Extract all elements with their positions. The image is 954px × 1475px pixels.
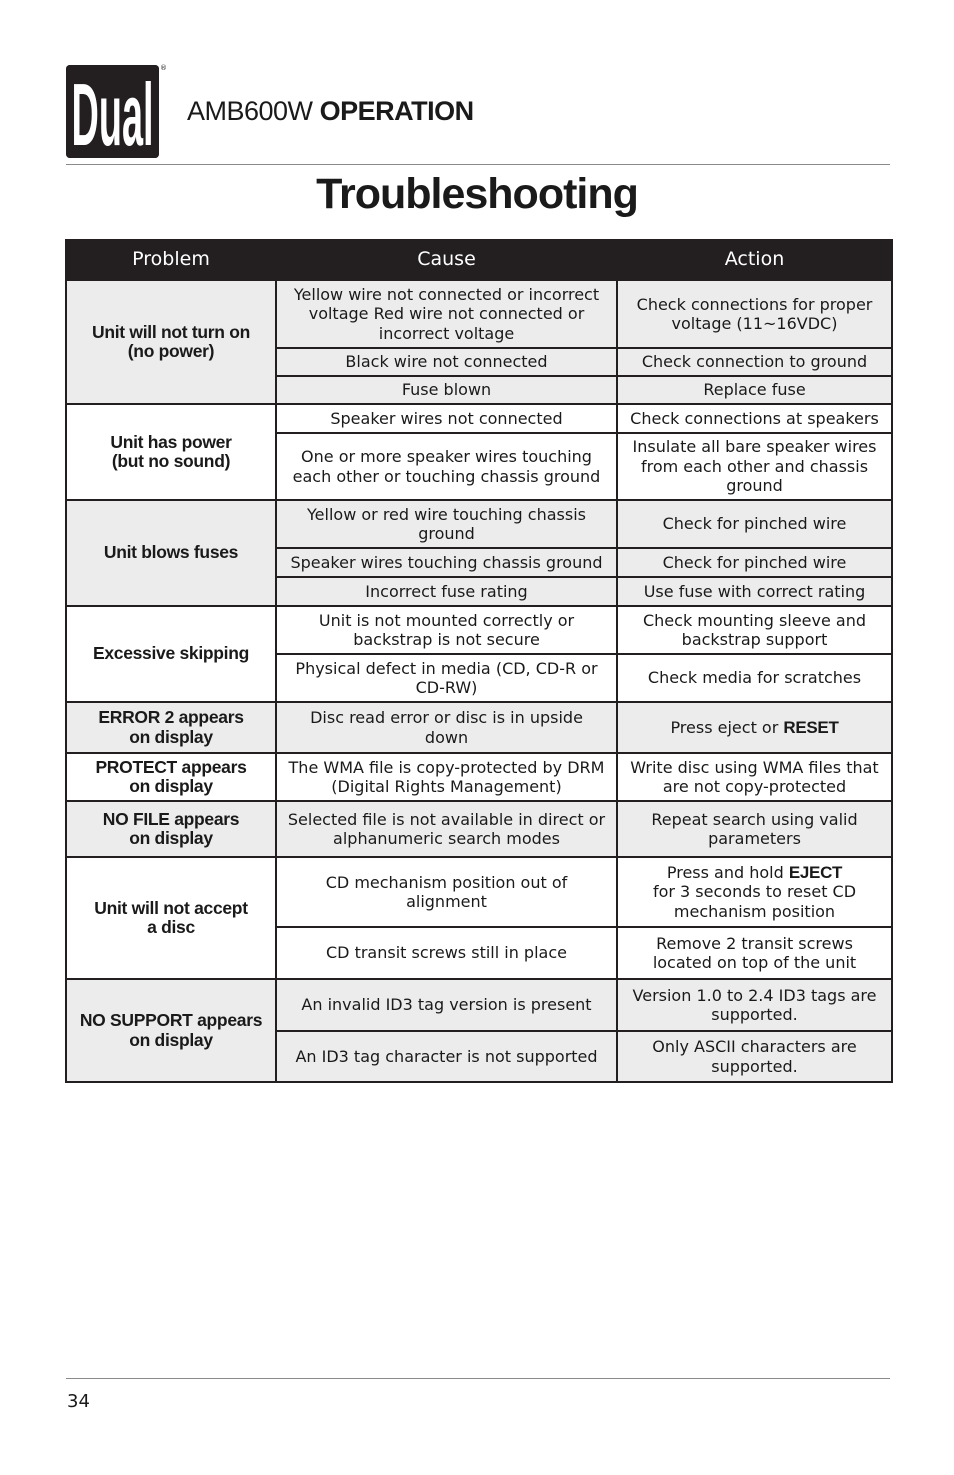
column-header-action: Action: [617, 240, 892, 280]
column-header-problem: Problem: [66, 240, 276, 280]
problem-line: NO SUPPORT appears: [79, 1010, 263, 1030]
action-line: are not copy-protected: [662, 777, 847, 796]
action-cell: [617, 606, 892, 654]
cause-cell: [276, 348, 617, 376]
cause-line: An ID3 tag character is not supported: [295, 1046, 598, 1066]
problem-cell: [66, 606, 276, 702]
cause-line: (Digital Rights Management): [331, 777, 562, 796]
action-line: Remove 2 transit screws: [656, 933, 853, 953]
keyword-reset: RESET: [783, 717, 839, 737]
action-cell: [617, 702, 892, 753]
cause-line: CD mechanism position out of: [325, 872, 568, 892]
action-line: Check connections for proper: [636, 294, 873, 314]
action-cell: [617, 654, 892, 702]
action-line: ground: [726, 476, 783, 496]
cause-line: One or more speaker wires touching: [301, 447, 592, 466]
action-line: Check connection to ground: [641, 352, 868, 372]
keyword-eject: EJECT: [788, 862, 843, 882]
problem-line: Excessive skipping: [92, 643, 250, 664]
problem-line: PROTECT appears: [95, 756, 247, 777]
column-header-cause: Cause: [276, 240, 617, 280]
cause-line: An invalid ID3 tag version is present: [301, 995, 592, 1015]
cause-cell: [276, 280, 617, 348]
cause-cell: [276, 654, 617, 702]
action-line: Use fuse with correct rating: [643, 581, 866, 601]
action-line: Press and hold: [666, 862, 789, 882]
action-line: Check mounting sleeve and: [642, 610, 867, 630]
section-title: [187, 95, 474, 127]
action-line: Press eject or: [670, 717, 784, 737]
cause-cell: [276, 857, 617, 927]
table-row: [66, 606, 892, 654]
cause-cell: [276, 433, 617, 500]
registered-mark: ®: [160, 64, 167, 72]
model-name: AMB600W: [187, 96, 313, 126]
cause-line: Disc read error or disc is in upside: [310, 708, 583, 727]
problem-cell: [66, 280, 276, 404]
action-cell: [617, 801, 892, 857]
cause-line: alphanumeric search modes: [333, 829, 560, 848]
operation-label: OPERATION: [319, 96, 474, 126]
action-line: Only ASCII characters are: [652, 1037, 857, 1056]
action-line: Check for pinched wire: [662, 552, 847, 572]
action-cell: [617, 927, 892, 979]
problem-line: NO FILE appears: [102, 808, 240, 829]
problem-line: (but no sound): [111, 451, 231, 471]
action-cell: [617, 280, 892, 348]
action-line: Replace fuse: [703, 380, 806, 400]
cause-line: backstrap is not secure: [353, 630, 540, 649]
problem-line: on display: [129, 726, 213, 747]
cause-cell: [276, 548, 617, 577]
cause-cell: [276, 404, 617, 433]
cause-line: Yellow wire not connected or incorrect: [293, 284, 600, 304]
problem-line: on display: [129, 776, 213, 796]
problem-line: on display: [129, 828, 213, 848]
action-line: Insulate all bare speaker wires: [632, 437, 877, 457]
action-cell: [617, 753, 892, 801]
page-title: Troubleshooting: [316, 170, 638, 218]
action-line: Repeat search using valid: [651, 809, 858, 829]
problem-line: Unit will not turn on: [92, 321, 250, 342]
problem-line: a disc: [147, 917, 195, 937]
cause-cell: [276, 577, 617, 606]
problem-line: ERROR 2 appears: [98, 707, 244, 727]
action-cell: [617, 404, 892, 433]
table-row: [66, 801, 892, 857]
problem-line: on display: [129, 1029, 213, 1050]
cause-line: Incorrect fuse rating: [365, 581, 528, 601]
footer-divider: [66, 1378, 890, 1379]
cause-line: voltage Red wire not connected or: [308, 304, 585, 324]
action-line: for 3 seconds to reset CD: [652, 882, 857, 902]
cause-cell: [276, 376, 617, 404]
table-row: [66, 979, 892, 1031]
cause-line: Selected file is not available in direct or: [287, 809, 606, 829]
dual-logo: [66, 65, 159, 158]
cause-line: down: [424, 727, 469, 747]
table-header-row: [66, 240, 892, 280]
cause-line: The WMA file is copy-protected by DRM: [288, 757, 605, 777]
action-line: located on top of the unit: [652, 953, 857, 972]
page-number: 34: [67, 1391, 90, 1412]
action-cell: [617, 548, 892, 577]
problem-cell: [66, 801, 276, 857]
action-cell: [617, 500, 892, 548]
action-cell: [617, 577, 892, 606]
cause-line: each other or touching chassis ground: [292, 466, 601, 486]
action-line: parameters: [708, 829, 801, 848]
action-line: Check connections at speakers: [630, 408, 879, 428]
action-line: voltage (11~16VDC): [671, 314, 838, 333]
table-row: [66, 702, 892, 753]
problem-line: Unit has power: [110, 431, 232, 452]
action-line: from each other and chassis: [640, 456, 869, 476]
table-row: [66, 857, 892, 927]
action-line: Version 1.0 to 2.4 ID3 tags are: [632, 985, 877, 1005]
table-row: [66, 404, 892, 433]
problem-cell: [66, 500, 276, 606]
action-line: supported.: [711, 1005, 798, 1024]
cause-cell: [276, 801, 617, 857]
cause-cell: [276, 500, 617, 548]
cause-line: Fuse blown: [401, 380, 492, 400]
action-line: Check for pinched wire: [662, 514, 847, 534]
problem-line: Unit will not accept: [94, 897, 248, 918]
action-line: supported.: [711, 1056, 798, 1076]
problem-cell: [66, 404, 276, 500]
cause-line: Physical defect in media (CD, CD-R or: [295, 658, 598, 678]
table-row: [66, 500, 892, 548]
cause-cell: [276, 927, 617, 979]
cause-cell: [276, 979, 617, 1031]
cause-line: CD-RW): [415, 678, 478, 697]
problem-cell: [66, 979, 276, 1082]
action-line: Write disc using WMA files that: [630, 757, 879, 777]
action-line: mechanism position: [673, 901, 836, 921]
action-cell: [617, 376, 892, 404]
cause-cell: [276, 606, 617, 654]
action-cell: [617, 348, 892, 376]
cause-line: Yellow or red wire touching chassis: [307, 504, 586, 524]
cause-line: CD transit screws still in place: [326, 943, 567, 963]
table-row: [66, 280, 892, 348]
cause-line: Unit is not mounted correctly or: [318, 610, 575, 630]
action-cell: [617, 433, 892, 500]
cause-cell: [276, 1031, 617, 1082]
cause-line: incorrect voltage: [378, 323, 515, 343]
action-cell: [617, 1031, 892, 1082]
dual-logo-mark: [66, 65, 159, 158]
table-row: [66, 753, 892, 801]
header-divider: [66, 164, 890, 165]
problem-cell: [66, 857, 276, 979]
cause-line: Black wire not connected: [345, 352, 548, 372]
cause-cell: [276, 753, 617, 801]
problem-cell: [66, 753, 276, 801]
cause-line: ground: [418, 524, 475, 543]
cause-line: Speaker wires not connected: [330, 408, 563, 428]
troubleshooting-table: [65, 239, 893, 1083]
cause-cell: [276, 702, 617, 753]
action-line: Check media for scratches: [647, 668, 862, 688]
logo-wordmark: Dual: [71, 65, 154, 158]
problem-cell: [66, 702, 276, 753]
action-cell: [617, 857, 892, 927]
cause-line: Speaker wires touching chassis ground: [290, 552, 603, 572]
problem-line: (no power): [127, 341, 215, 361]
cause-line: alignment: [406, 892, 487, 911]
action-cell: [617, 979, 892, 1031]
problem-line: Unit blows fuses: [103, 542, 239, 563]
action-line: backstrap support: [681, 630, 828, 649]
